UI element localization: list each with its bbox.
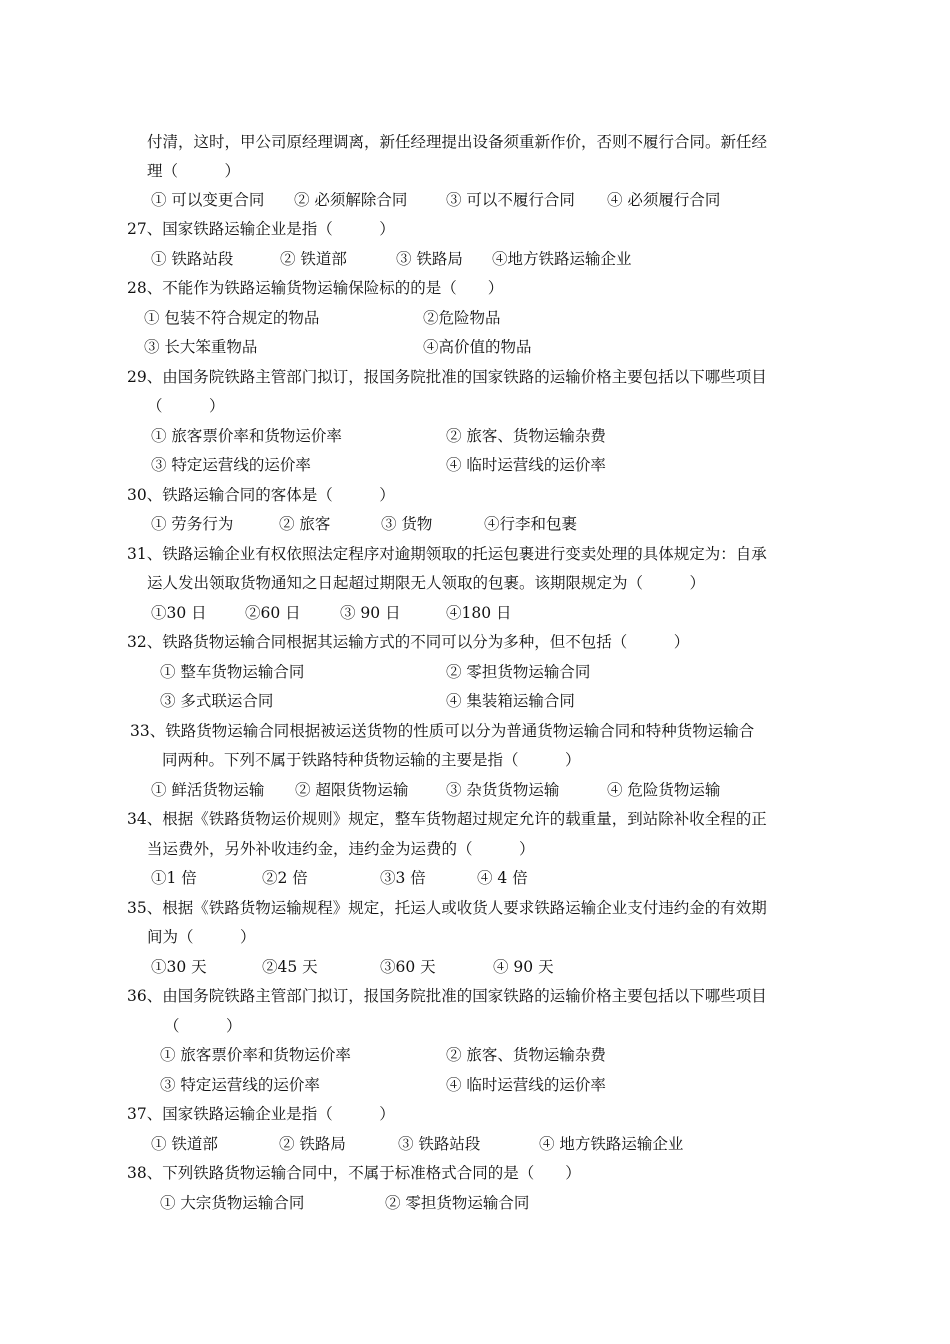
q31-option-2: ②60 日 [245,604,301,622]
q34-option-2: ②2 倍 [262,869,308,887]
q29-option-3: ③ 特定运营线的运价率 [151,456,311,474]
q28-option-2: ②危险物品 [423,309,501,327]
q31-option-3: ③ 90 日 [340,604,401,622]
q34-stem-line-1: 34、根据《铁路货物运价规则》规定，整车货物超过规定允许的载重量，到站除补收全程的正 [127,810,767,828]
q27-option-2: ② 铁道部 [280,250,347,268]
q29-option-1: ① 旅客票价率和货物运价率 [151,427,342,445]
q33-option-1: ① 鲜活货物运输 [151,781,265,799]
q33-option-4: ④ 危险货物运输 [607,781,721,799]
q32-option-2: ② 零担货物运输合同 [446,663,591,681]
q28-option-4: ④高价值的物品 [423,338,532,356]
q38-option-1: ① 大宗货物运输合同 [160,1194,305,1212]
q27-option-3: ③ 铁路局 [396,250,463,268]
q28-stem: 28、不能作为铁路运输货物运输保险标的的是（ ） [127,279,504,297]
q30-option-4: ④行李和包裹 [484,515,578,533]
q33-stem-line-2: 同两种。下列不属于铁路特种货物运输的主要是指（ ） [162,751,581,769]
q38-stem: 38、下列铁路货物运输合同中，不属于标准格式合同的是（ ） [127,1164,581,1182]
q36-option-1: ① 旅客票价率和货物运价率 [160,1046,351,1064]
q36-stem-line-2: （ ） [164,1017,242,1035]
q35-stem-line-1: 35、根据《铁路货物运输规程》规定，托运人或收货人要求铁路运输企业支付违约金的有效期 [127,899,767,917]
q34-stem-line-2: 当运费外，另外补收违约金，违约金为运费的（ ） [147,840,535,858]
q37-option-1: ① 铁道部 [151,1135,218,1153]
q27-stem: 27、国家铁路运输企业是指（ ） [127,220,395,238]
q31-stem-line-1: 31、铁路运输企业有权依照法定程序对逾期领取的托运包裹进行变卖处理的具体规定为：自承 [127,545,767,563]
q36-option-2: ② 旅客、货物运输杂费 [446,1046,606,1064]
q26-option-2: ② 必须解除合同 [294,191,408,209]
q37-option-2: ② 铁路局 [279,1135,346,1153]
q37-option-3: ③ 铁路站段 [398,1135,481,1153]
q27-option-1: ① 铁路站段 [151,250,234,268]
q35-option-4: ④ 90 天 [493,958,554,976]
q32-stem: 32、铁路货物运输合同根据其运输方式的不同可以分为多种，但不包括（ ） [127,633,690,651]
q38-option-2: ② 零担货物运输合同 [385,1194,530,1212]
q30-option-1: ① 劳务行为 [151,515,234,533]
q26-continuation-line-2: 理（ ） [147,162,241,180]
q34-option-4: ④ 4 倍 [477,869,528,887]
q31-option-4: ④180 日 [446,604,512,622]
q29-option-2: ② 旅客、货物运输杂费 [446,427,606,445]
q33-option-3: ③ 杂货货物运输 [446,781,560,799]
q26-option-4: ④ 必须履行合同 [607,191,721,209]
q35-option-3: ③60 天 [380,958,436,976]
q33-option-2: ② 超限货物运输 [295,781,409,799]
q28-option-3: ③ 长大笨重物品 [144,338,258,356]
q36-option-4: ④ 临时运营线的运价率 [446,1076,606,1094]
q26-option-3: ③ 可以不履行合同 [446,191,575,209]
q35-option-1: ①30 天 [151,958,207,976]
q34-option-1: ①1 倍 [151,869,197,887]
q32-option-1: ① 整车货物运输合同 [160,663,305,681]
q26-option-1: ① 可以变更合同 [151,191,265,209]
q35-option-2: ②45 天 [262,958,318,976]
q28-option-1: ① 包装不符合规定的物品 [144,309,320,327]
q29-stem-line-2: （ ） [147,397,225,415]
q27-option-4: ④地方铁路运输企业 [492,250,632,268]
q34-option-3: ③3 倍 [380,869,426,887]
q36-stem-line-1: 36、由国务院铁路主管部门拟订，报国务院批准的国家铁路的运输价格主要包括以下哪些项目 [127,987,767,1005]
q32-option-3: ③ 多式联运合同 [160,692,274,710]
q30-option-2: ② 旅客 [279,515,331,533]
q32-option-4: ④ 集装箱运输合同 [446,692,575,710]
q30-stem: 30、铁路运输合同的客体是（ ） [127,486,395,504]
q29-option-4: ④ 临时运营线的运价率 [446,456,606,474]
q37-option-4: ④ 地方铁路运输企业 [539,1135,684,1153]
q36-option-3: ③ 特定运营线的运价率 [160,1076,320,1094]
q31-stem-line-2: 运人发出领取货物通知之日起超过期限无人领取的包裹。该期限规定为（ ） [147,574,706,592]
q29-stem-line-1: 29、由国务院铁路主管部门拟订，报国务院批准的国家铁路的运输价格主要包括以下哪些项目 [127,368,767,386]
q26-continuation-line-1: 付清，这时，甲公司原经理调离，新任经理提出设备须重新作价，否则不履行合同。新任经 [147,133,768,151]
q35-stem-line-2: 间为（ ） [147,928,256,946]
q30-option-3: ③ 货物 [381,515,433,533]
q37-stem: 37、国家铁路运输企业是指（ ） [127,1105,395,1123]
q33-stem-line-1: 33、铁路货物运输合同根据被运送货物的性质可以分为普通货物运输合同和特种货物运输合 [130,722,755,740]
q31-option-1: ①30 日 [151,604,207,622]
